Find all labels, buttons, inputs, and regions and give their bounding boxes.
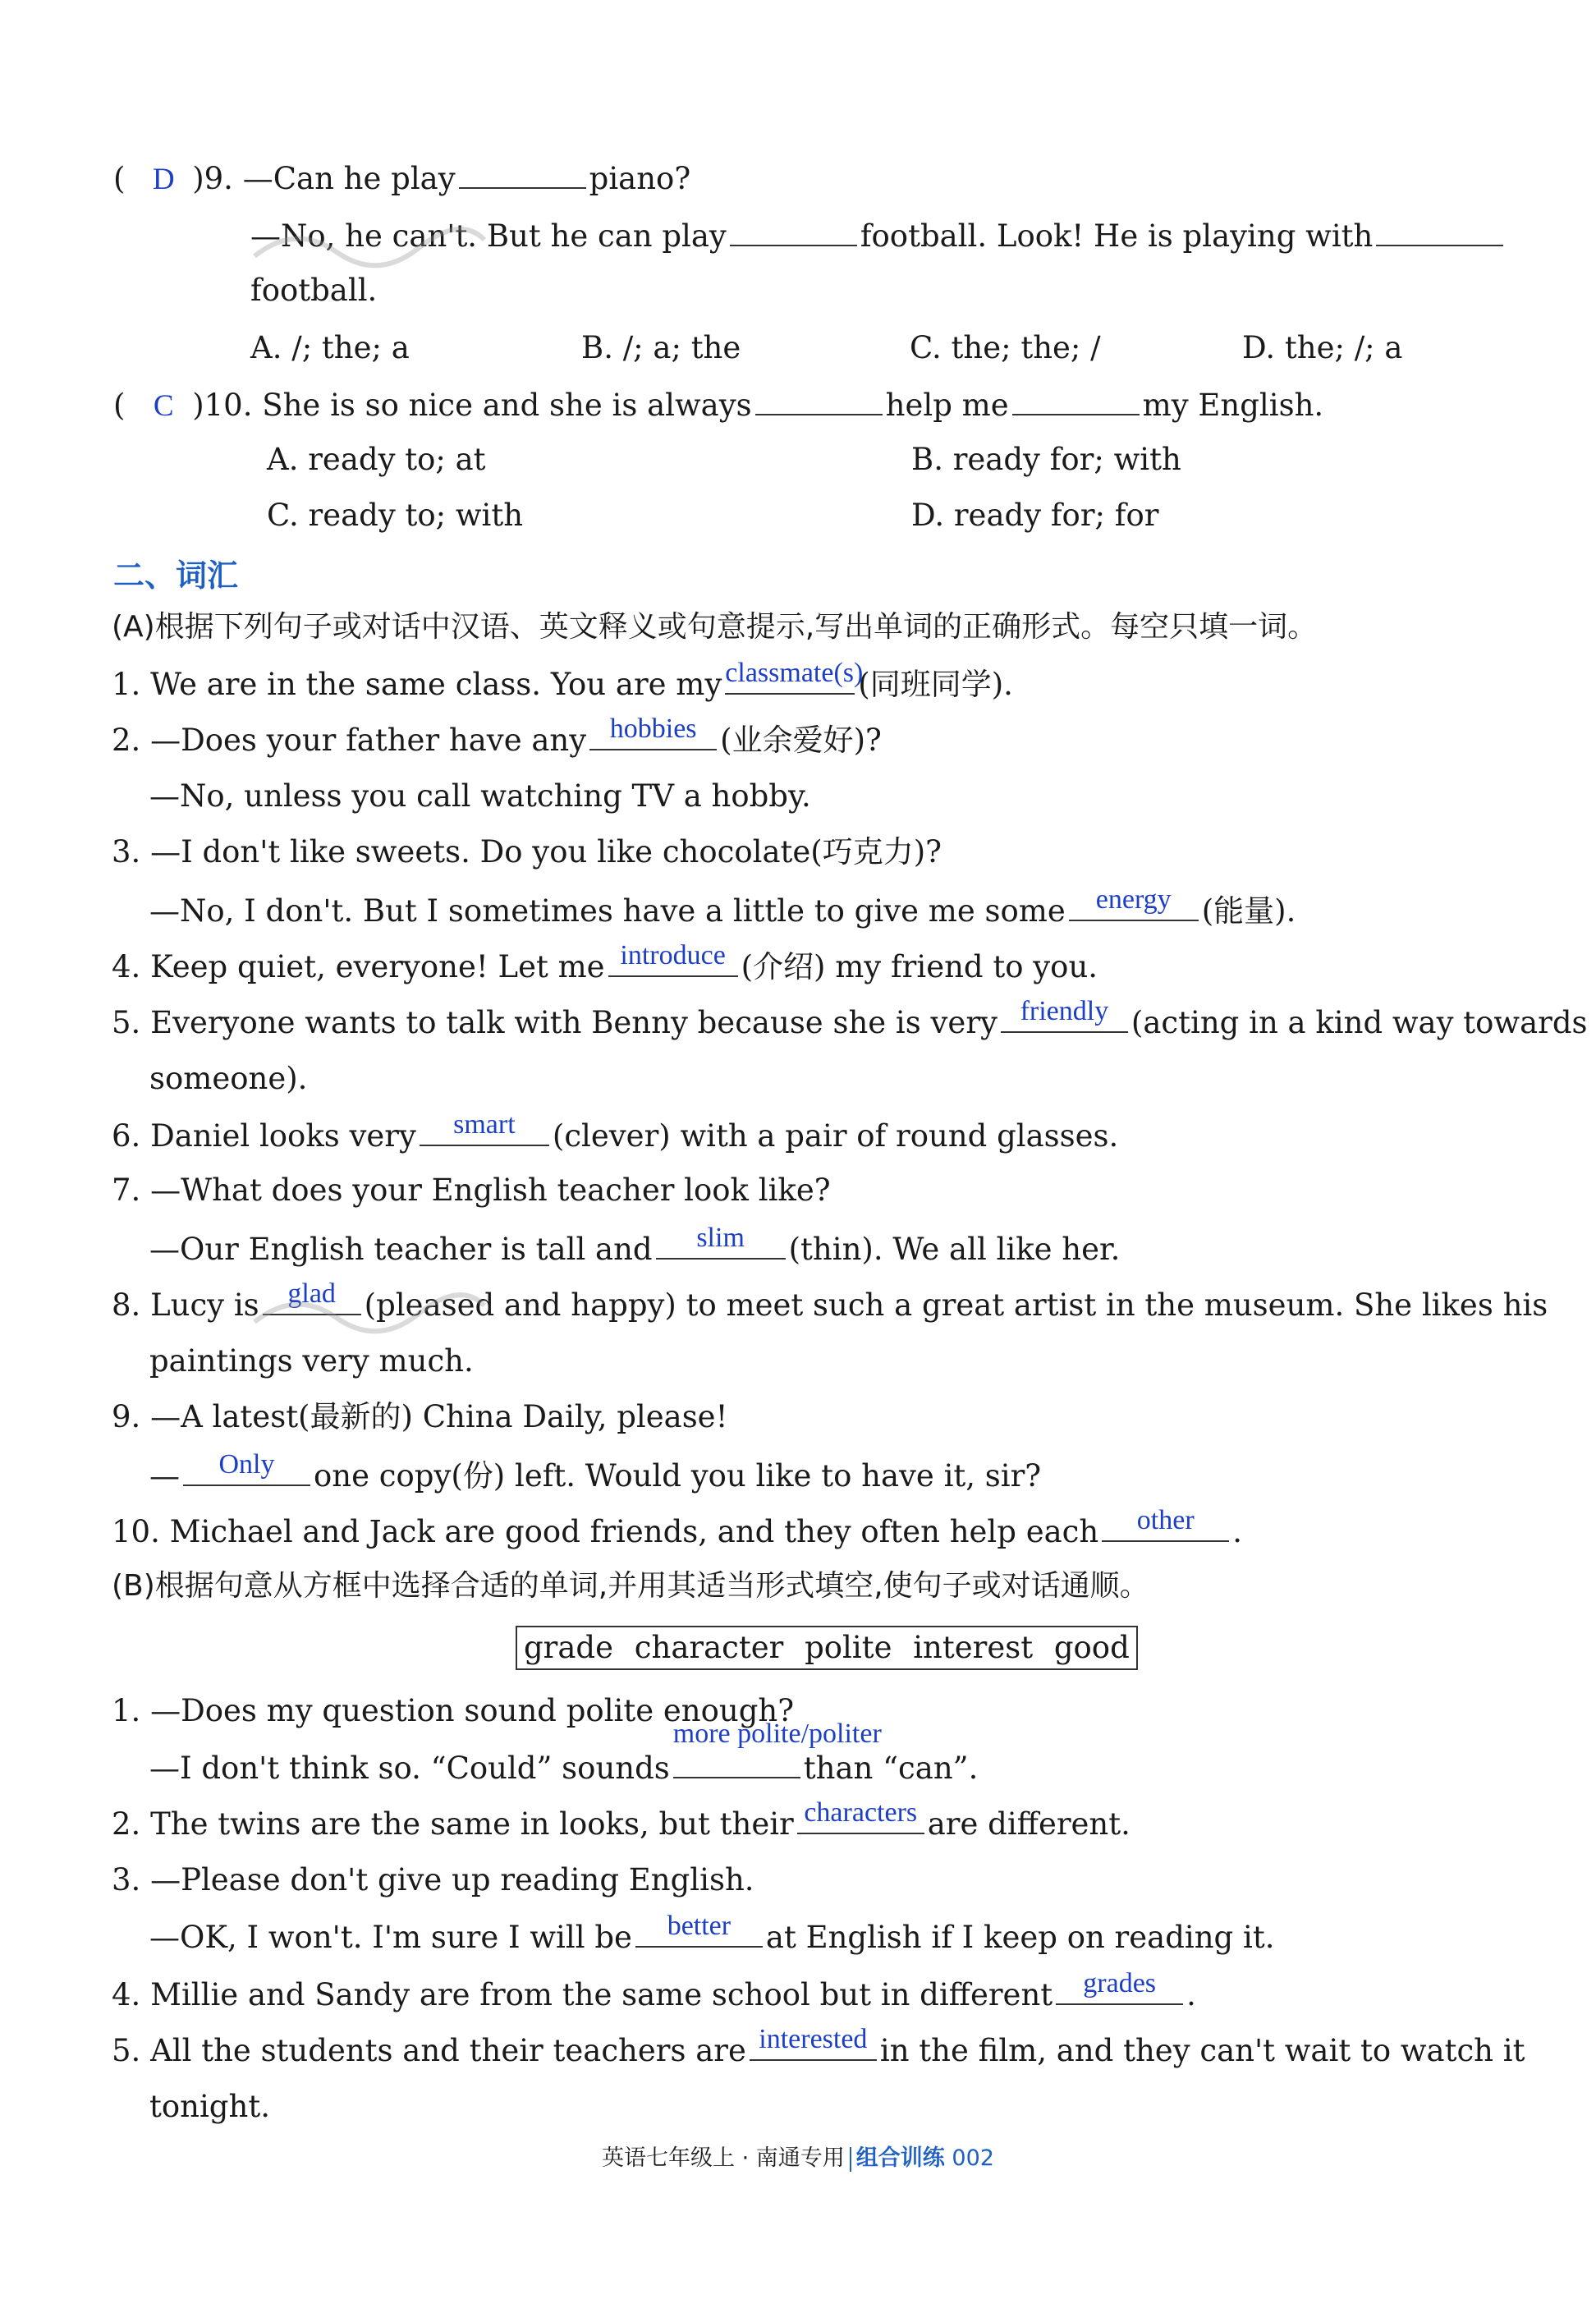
fill-item-5 — [112, 2024, 1525, 2071]
item-text: are different. — [927, 1806, 1130, 1842]
handwritten-answer: glad — [287, 1278, 336, 1309]
fill-item-5-line2: tonight. — [149, 2089, 270, 2124]
item-text: in the film, and they can't wait to watch it — [879, 2033, 1525, 2068]
option-b: B. /; a; the — [581, 330, 741, 365]
vocab-item-7-line2 — [149, 1223, 1121, 1269]
item-text: —No, I don't. But I sometimes have a little to give me some — [149, 893, 1066, 929]
item-text: (thin). We all like her. — [788, 1232, 1121, 1267]
vocab-item-9-line2 — [149, 1449, 1042, 1496]
answer-blank — [725, 658, 864, 695]
question-text: help me — [885, 388, 1009, 423]
item-text: 10. Michael and Jack are good friends, and they often help each — [112, 1514, 1099, 1549]
blank — [1376, 215, 1503, 246]
handwritten-answer: smart — [453, 1109, 516, 1140]
item-text: (介绍) my friend to you. — [741, 949, 1098, 984]
answer-blank — [672, 1719, 882, 1778]
blank — [459, 158, 586, 189]
answer-blank — [635, 1911, 763, 1948]
option-a: A. /; the; a — [250, 330, 410, 365]
handwritten-answer: Only — [218, 1449, 275, 1480]
item-text: 4. Millie and Sandy are from the same school but in different — [112, 1977, 1053, 2012]
book-title: 英语七年级上 · 南通专用 — [602, 2145, 845, 2171]
item-text: 1. We are in the same class. You are my — [112, 667, 722, 702]
word-box: grade character polite interest good — [516, 1626, 1138, 1670]
mc-question-9-line3: football. — [250, 273, 378, 308]
item-text: (同班同学). — [858, 667, 1013, 702]
fill-item-2 — [112, 1797, 1130, 1844]
item-text: than “can”. — [803, 1751, 979, 1786]
item-text: 2. The twins are the same in looks, but their — [112, 1806, 794, 1842]
item-text: . — [1186, 1977, 1196, 2012]
part-a-instructions: (A)根据下列句子或对话中汉语、英文释义或句意提示,写出单词的正确形式。每空只填一词。 — [112, 610, 1318, 644]
option-d: D. ready for; for — [911, 498, 1159, 533]
answer-blank — [750, 2024, 877, 2061]
handwritten-answer: better — [667, 1911, 732, 1941]
vocab-item-7: 7. —What does your English teacher look like? — [112, 1172, 831, 1208]
vocab-item-6 — [112, 1109, 1119, 1156]
question-text: —No, he can't. But he can play — [250, 218, 727, 254]
item-text: —OK, I won't. I'm sure I will be — [149, 1920, 632, 1955]
option-d: D. the; /; a — [1242, 330, 1403, 365]
section-title: 二、词汇 — [113, 558, 239, 594]
page-footer — [0, 2140, 1596, 2172]
handwritten-answer: other — [1136, 1505, 1195, 1535]
page-number: 002 — [952, 2145, 994, 2171]
item-text: (pleased and happy) to meet such a great artist in the museum. She likes his — [364, 1287, 1548, 1323]
item-text: 5. Everyone wants to talk with Benny because she is very — [112, 1005, 998, 1040]
item-text: 2. —Does your father have any — [112, 723, 587, 758]
mc-question-10: ( C )10. She is so nice and she is always help me my English. — [113, 384, 1323, 426]
handwritten-answer: characters — [804, 1797, 918, 1828]
vocab-item-3: 3. —I don't like sweets. Do you like chocolate(巧克力)? — [112, 834, 942, 870]
vocab-item-5 — [112, 996, 1588, 1043]
fill-item-4 — [112, 1968, 1196, 2015]
handwritten-answer: introduce — [620, 940, 726, 971]
item-text: one copy(份) left. Would you like to have it, sir? — [314, 1458, 1042, 1494]
item-text: at English if I keep on reading it. — [765, 1920, 1275, 1955]
answer-blank — [420, 1109, 549, 1146]
handwritten-answer: more polite/politer — [672, 1719, 882, 1749]
item-text: 6. Daniel looks very — [112, 1118, 416, 1154]
answer-blank — [1056, 1968, 1183, 2005]
answer-blank — [183, 1449, 310, 1486]
vocab-item-4 — [112, 940, 1098, 987]
question-text: football. Look! He is playing with — [860, 218, 1374, 254]
question-text: )9. —Can he play — [192, 161, 456, 196]
blank — [755, 384, 883, 415]
fill-item-3: 3. —Please don't give up reading English. — [112, 1862, 754, 1897]
handwritten-answer: energy — [1095, 884, 1172, 915]
answer-blank — [1001, 996, 1128, 1033]
item-text: 4. Keep quiet, everyone! Let me — [112, 949, 605, 984]
question-text: piano? — [589, 161, 691, 196]
question-text: my English. — [1142, 388, 1324, 423]
answer-blank — [1069, 884, 1199, 921]
handwritten-answer: interested — [759, 2024, 868, 2054]
watermark-logo-icon — [246, 215, 493, 273]
answer-blank — [1102, 1505, 1229, 1542]
question-text: )10. She is so nice and she is always — [192, 388, 752, 423]
item-text: — — [149, 1458, 180, 1494]
item-text: (acting in a kind way towards — [1130, 1005, 1588, 1040]
handwritten-answer: hobbies — [609, 714, 697, 744]
answer-blank — [608, 940, 738, 977]
watermark-logo-icon — [246, 1278, 493, 1338]
item-text: (业余爱好)? — [720, 723, 882, 758]
vocab-item-2 — [112, 714, 882, 760]
vocab-item-10 — [112, 1505, 1242, 1552]
option-b: B. ready for; with — [911, 442, 1181, 477]
vocab-item-9: 9. —A latest(最新的) China Daily, please! — [112, 1399, 728, 1434]
item-text: (能量). — [1201, 893, 1296, 929]
item-text: —Our English teacher is tall and — [149, 1232, 653, 1267]
vocab-item-8-line2: paintings very much. — [149, 1343, 474, 1379]
fill-item-1: 1. —Does my question sound polite enough? — [112, 1693, 795, 1728]
item-text: (clever) with a pair of round glasses. — [552, 1118, 1119, 1154]
item-text: —I don't think so. “Could” sounds — [149, 1751, 670, 1786]
vocab-item-5-line2: someone). — [149, 1061, 308, 1096]
footer-divider — [850, 2147, 851, 2172]
handwritten-answer: grades — [1083, 1968, 1157, 1998]
item-text: . — [1232, 1514, 1242, 1549]
part-b-instructions: (B)根据句意从方框中选择合适的单词,并用其适当形式填空,使句子或对话通顺。 — [112, 1569, 1149, 1603]
answer-blank — [589, 714, 717, 750]
exercise-tag: 组合训练 — [855, 2145, 945, 2171]
vocab-item-3-line2 — [149, 884, 1296, 931]
option-a: A. ready to; at — [267, 442, 486, 477]
mc-question-9: ( D )9. —Can he play piano? — [113, 158, 690, 200]
answer-blank — [797, 1797, 924, 1834]
fill-item-1-line2 — [149, 1719, 979, 1788]
blank — [1012, 384, 1140, 415]
handwritten-answer: classmate(s) — [725, 658, 864, 688]
handwritten-answer: friendly — [1020, 996, 1109, 1026]
vocab-item-1 — [112, 658, 1013, 704]
handwritten-answer: slim — [696, 1223, 745, 1253]
blank — [730, 215, 857, 246]
answer-choice: C — [153, 389, 174, 423]
fill-item-3-line2 — [149, 1911, 1275, 1957]
item-text: 8. Lucy is — [112, 1287, 259, 1323]
answer-blank — [656, 1223, 786, 1260]
item-text: 5. All the students and their teachers are — [112, 2033, 746, 2068]
option-c: C. the; the; / — [910, 330, 1101, 365]
option-c: C. ready to; with — [267, 498, 524, 533]
answer-choice: D — [152, 163, 175, 196]
vocab-item-2-line2: —No, unless you call watching TV a hobby. — [149, 778, 811, 814]
